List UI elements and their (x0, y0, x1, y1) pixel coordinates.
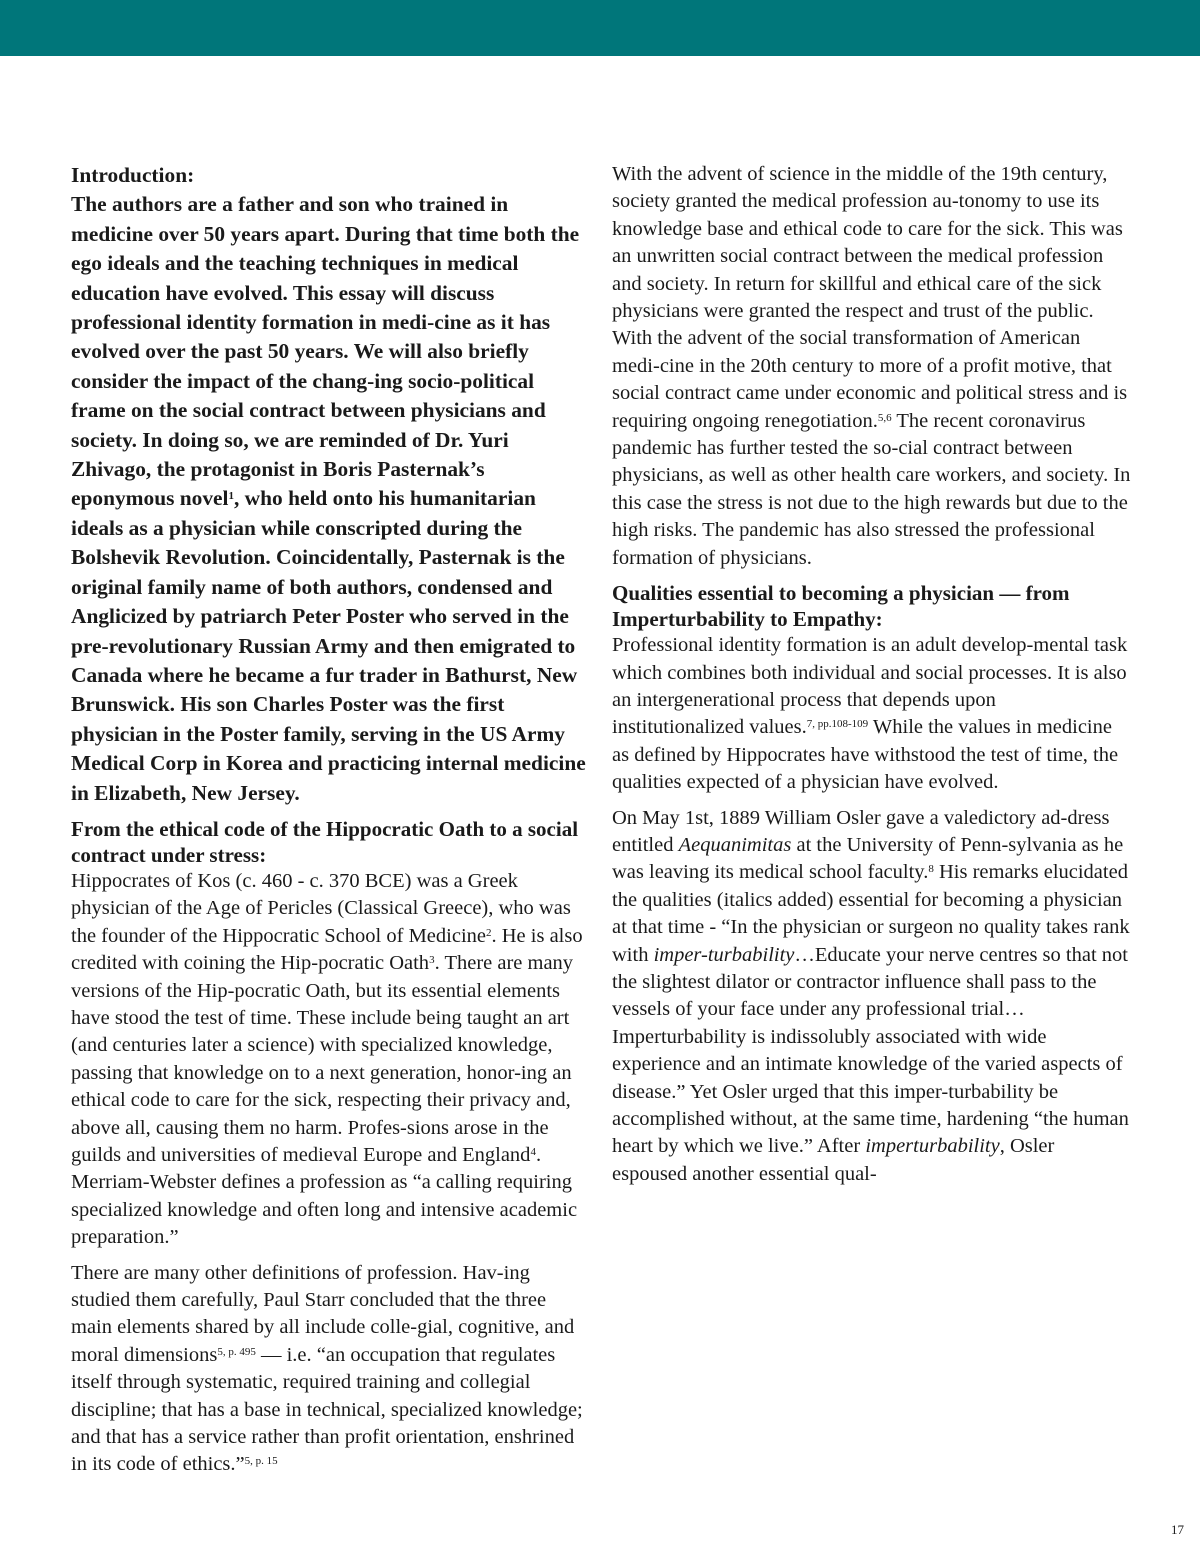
body-text: …Educate your nerve centres so that not the slightest dilator or contractor influence shall pass to the vessels of your face under any professional trial… Imperturbability is indissolubly associated with wide experience and an intimate knowledge of the varied aspects of disease.” Yet Osler urged that this imper-turbability be accomplished without, at the same time, hardening “the human heart by which we live.” After (612, 943, 1129, 1158)
body-text: , Osler espoused another essential qual- (612, 1135, 1055, 1185)
body-text: — i.e. “an occupation that regulates itself through systematic, required training and collegial discipline; that has a base in technical, specialized knowledge; and that has a service rather than profit orientation, enshrined in its code of ethics.” (71, 1343, 583, 1476)
osler-paragraph (612, 805, 1132, 1189)
footnote-ref: 2 (486, 926, 492, 939)
body-text: There are many other definitions of profession. Hav-ing studied them carefully, Paul Starr concluded that the three main elements shared by all include colle-gial, cognitive, and moral dimensions (71, 1261, 575, 1366)
italic-text: Aequanimitas (678, 833, 792, 856)
introduction-heading: Introduction: (71, 163, 195, 187)
right-column (612, 161, 1132, 1196)
intro-text: , who held onto his humanitarian ideals as a physician while conscripted during the Bolshevik Revolution. Coincidentally, Pasternak is the original family name of both authors, condensed and Anglicized by patriarch Peter Poster who served in the pre-revolutionary Russian Army and then emigrated to Canada where he became a fur trader in Bathurst, New Brunswick. His son Charles Poster was the first physician in the Poster family, serving in the US Army Medical Corp in Korea and practicing internal medicine in Elizabeth, New Jersey. (71, 486, 586, 805)
footnote-ref: 7, pp.108-109 (806, 718, 869, 731)
left-column (71, 161, 589, 1487)
hippocrates-paragraph (71, 816, 589, 1252)
profession-definition-paragraph (71, 1260, 589, 1479)
footnote-ref: 3 (429, 954, 435, 967)
introduction-paragraph (71, 161, 589, 808)
body-text: Professional identity formation is an adult develop-mental task which combines both individual and social processes. It is also an intergenerational process that depends upon institutionalized values. (612, 634, 1128, 739)
body-text: Hippocrates of Kos (c. 460 - c. 370 BCE) was a Greek physician of the Age of Pericles (Classical Greece), who was the founder of the Hippocratic School of Medicine (71, 869, 571, 947)
footnote-ref: 4 (530, 1146, 536, 1158)
body-text: With the advent of science in the middle of the 19th century, society granted the medical profession au-tonomy to use its knowledge base and ethical code to care for the sick. This was an unwritten social contract between the medical profession and society. In return for skillful and ethical care of the sick physicians were granted the respect and trust of the public. With the advent of the social transformation of American medi-cine in the 20th century to more of a profit motive, that social contract came under economic and political stress and is requiring ongoing renegotiation. (612, 163, 1128, 432)
footnote-ref: 5,6 (877, 411, 892, 424)
body-text: While the values in medicine as defined by Hippocrates have withstood the test of time, the qualities expected of a physician have evolved. (612, 716, 1119, 794)
intro-text: The authors are a father and son who trained in medicine over 50 years apart. During that time both the ego ideals and the teaching techniques in medical education have evolved. This essay will discuss professional identity formation in medi-cine as it has evolved over the past 50 years. We will also briefly consider the impact of the chang-ing socio-political frame on the social contract between physicians and society. In doing so, we are reminded of Dr. Yuri Zhivago, the protagonist in Boris Pasternak’s eponymous novel (71, 192, 580, 511)
body-text: . There are many versions of the Hip-pocratic Oath, but its essential elements have stood the test of time. These include being taught an art (and centuries later a science) with specialized knowledge, passing that knowledge on to a next generation, honor-ing an ethical code to care for the sick, respecting their privacy and, above all, causing them no harm. Profes-sions arose in the guilds and universities of medieval Europe and England (71, 952, 574, 1166)
italic-text: imperturbability (865, 1135, 1000, 1158)
body-text: His remarks elucidated the qualities (italics added) essential for becoming a physician at that time - “In the physician or surgeon no quality takes rank with (612, 861, 1130, 966)
section-heading-hippocratic-oath: From the ethical code of the Hippocratic Oath to a social contract under stress: (71, 816, 579, 867)
footnote-ref: 5, p. 495 (217, 1345, 256, 1358)
footnote-ref: 1 (228, 490, 234, 503)
body-text: . He is also credited with coining the Hip-pocratic Oath (71, 924, 583, 975)
page-number: 17 (1171, 1522, 1184, 1537)
footnote-ref: 5, p. 15 (244, 1455, 278, 1468)
body-text: The recent coronavirus pandemic has further tested the so-cial contract between physicians, as well as other health care workers, and society. In this case the stress is not due to the high rewards but due to the high risks. The pandemic has also stressed the professional formation of physicians. (612, 409, 1131, 569)
section-heading-qualities: Qualities essential to becoming a physician — from Imperturbability to Empathy: (612, 581, 1070, 632)
body-text: On May 1st, 1889 William Osler gave a valedictory ad-dress entitled (612, 806, 1110, 856)
body-text: at the University of Penn-sylvania as he was leaving its medical school faculty. (612, 833, 1124, 884)
italic-text: imper-turbability (653, 943, 795, 966)
footnote-ref: 8 (928, 863, 934, 876)
body-text: . Merriam-Webster defines a profession as “a calling requiring specialized knowledge and often long and intensive academic preparation.” (71, 1144, 578, 1249)
identity-formation-paragraph (612, 580, 1132, 796)
header-band (0, 0, 1200, 56)
social-contract-paragraph (612, 161, 1132, 572)
